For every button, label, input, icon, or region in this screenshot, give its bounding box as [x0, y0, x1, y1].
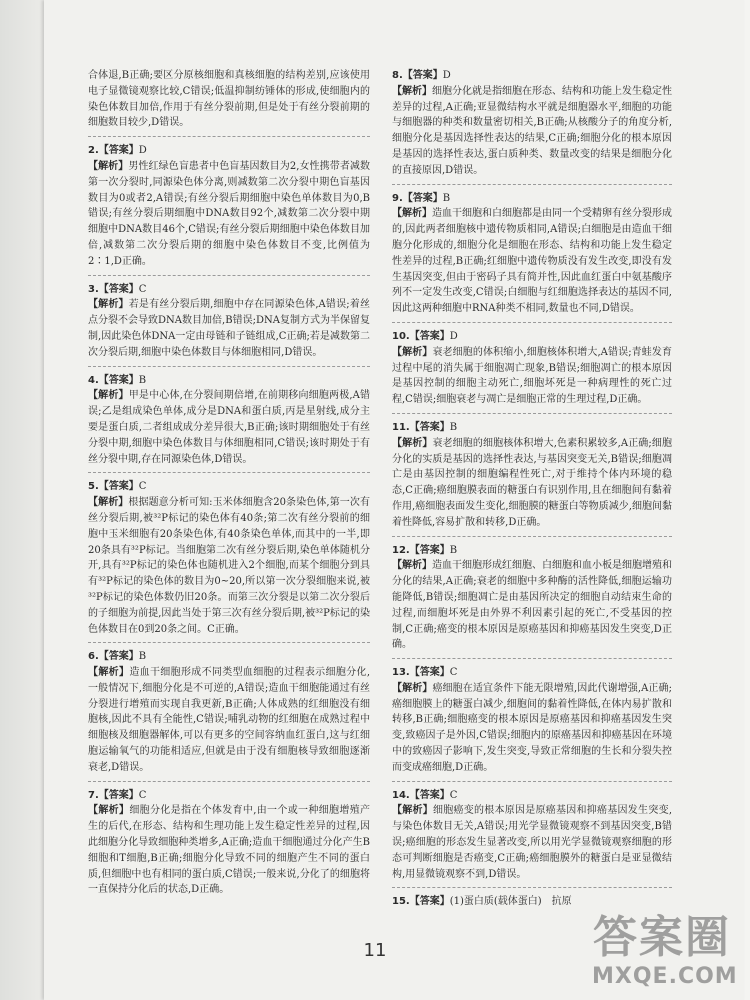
answer-line: 14.【答案】C — [392, 789, 458, 801]
explanation-line: 【解析】细胞分化就是指细胞在形态、结构和功能上发生稳定性差异的过程,A正确;亚显微结构水平就是细胞器水平,细胞的功能与细胞器的种类和数量密切相关,B正确;从核酸分子的角度分析,细胞分化是基因选择性表达的结果,C正确;细胞分化的根本原因是基因的选择性表达,蛋白质种类、数量改变的结果是细胞分化的直接原因,D错误。 — [392, 85, 672, 176]
entry-q5 — [88, 479, 370, 643]
watermark-bottom-text: MXQE.COM — [592, 964, 738, 989]
explanation-line: 【解析】造血干细胞和白细胞都是由同一个受精卵有丝分裂形成的,因此两者细胞核中遗传物质相同,A错误;白细胞是由造血干细胞分化形成的,细胞分化是细胞在形态、结构和功能上发生稳定性差异的过程,B正确;红细胞中遗传物质没有发生改变,即没有发生基因突变,但由于密码子具有简并性,因此血红蛋白中氨基酸序列不一定发生改变,C错误;白细胞与红细胞选择表达的基因不同,因此这两种细胞中RNA种类不相同,数量也不同,D错误。 — [392, 208, 672, 315]
explanation-line: 【解析】造血干细胞形成红细胞、白细胞和血小板是细胞增殖和分化的结果,A正确;衰老的细胞中多种酶的活性降低,细胞运输功能降低,B错误;细胞凋亡是由基因所决定的细胞自动结束生命的过程,而细胞坏死是由外界不利因素引起的死亡,不受基因的控制,C正确;癌变的根本原因是原癌基因和抑癌基因发生突变,D正确。 — [392, 560, 672, 651]
answer-line: 6.【答案】B — [88, 651, 147, 663]
explanation-line: 【解析】甲是中心体,在分裂间期倍增,在前期移向细胞两极,A错误;乙是组成染色单体,成分是DNA和蛋白质,丙是星射线,成分主要是蛋白质,二者组成成分差异很大,B正确;该时期细胞处于有丝分裂中期,细胞中染色体数目与体细胞相同,C错误;该时期处于有丝分裂中期,存在同源染色体,D错误。 — [88, 390, 370, 465]
explanation-text: 合体退,B正确;要区分原核细胞和真核细胞的结构差别,应该使用电子显微镜观察比较,C错误;低温抑制纺锤体的形成,使细胞内的染色体数目加倍,作用于有丝分裂前期,但是处于有丝分裂前期的细胞数目较少,D错误。 — [88, 70, 370, 129]
entry-q13 — [392, 665, 672, 782]
entry-q11 — [392, 420, 672, 537]
entry-q1-tail — [88, 68, 370, 137]
answer-line: 11.【答案】B — [392, 421, 458, 433]
binding-shadow — [0, 0, 44, 1000]
entry-q8 — [392, 68, 672, 185]
entry-q12 — [392, 543, 672, 660]
answer-line: 4.【答案】B — [88, 374, 147, 386]
answer-line: 3.【答案】C — [88, 283, 147, 295]
entry-q4 — [88, 373, 370, 474]
entry-q6 — [88, 649, 370, 781]
watermark-logo — [592, 912, 738, 990]
answer-line: 13.【答案】C — [392, 667, 458, 679]
entry-q7 — [88, 788, 370, 904]
answer-line: 12.【答案】B — [392, 544, 458, 556]
explanation-line: 【解析】衰老细胞的细胞核体积增大,色素积累较多,A正确;细胞分化的实质是基因的选择性表达,与基因突变无关,B错误;细胞凋亡是由基因控制的细胞编程性死亡,对于维持个体内环境的稳态,C正确;癌细胞膜表面的糖蛋白有识别作用,且在细胞间有黏着作用,癌细胞表面发生变化,细胞膜的糖蛋白等物质减少,细胞间黏着性降低,容易扩散和转移,D正确。 — [392, 437, 672, 528]
answer-line: 10.【答案】D — [392, 330, 458, 342]
answer-line: 5.【答案】C — [88, 481, 147, 493]
explanation-line: 【解析】癌细胞在适宜条件下能无限增殖,因此代谢增强,A正确;癌细胞膜上的糖蛋白减少,细胞间的黏着性降低,在体内易扩散和转移,B正确;细胞癌变的根本原因是原癌基因和抑癌基因发生突变,致癌因子是外因,C错误;细胞内的原癌基因和抑癌基因在环境中的致癌因子影响下,发生突变,导致正常细胞的生长和分裂失控而变成癌细胞,D正确。 — [392, 682, 672, 773]
entry-q9 — [392, 191, 672, 323]
answer-line: 2.【答案】D — [88, 145, 147, 157]
entry-q10 — [392, 329, 672, 414]
page-number: 11 — [363, 940, 387, 961]
explanation-line: 【解析】造血干细胞形成不同类型血细胞的过程表示细胞分化,一般情况下,细胞分化是不可逆的,A错误;造血干细胞能通过有丝分裂进行增殖而实现自我更新,B正确;人体成熟的红细胞没有细胞核,因此不具有全能性,C错误;哺乳动物的红细胞在成熟过程中细胞核及细胞器解体,可以有更多的空间容纳血红蛋白,这与红细胞运输氧气的功能相适应,但就是由于没有细胞核导致细胞逐渐衰老,D错误。 — [88, 667, 370, 773]
watermark-top-text: 答案圈 — [593, 912, 731, 963]
explanation-line: 【解析】细胞分化是指在个体发育中,由一个或一种细胞增殖产生的后代,在形态、结构和生理功能上发生稳定性差异的过程,因此细胞分化导致细胞种类增多,A正确;造血干细胞通过分化产生B细胞和T细胞,B正确;细胞分化导致不同的细胞产生不同的蛋白质,但细胞中也有相同的蛋白质,C错误;一般来说,分化了的细胞将一直保持分化后的状态,D正确。 — [88, 805, 370, 896]
answer-line: 15.【答案】(1)蛋白质(载体蛋白) 抗原 — [392, 896, 572, 908]
answer-line: 9.【答案】B — [392, 192, 451, 204]
explanation-line: 【解析】衰老细胞的体积缩小,细胞核体积增大,A错误;青蛙发育过程中尾的消失属于细胞凋亡现象,B错误;细胞凋亡的根本原因是基因控制的细胞主动死亡,细胞坏死是一种病理性的死亡过程,C错误;细胞衰老与凋亡是细胞正常的生理过程,D正确。 — [392, 346, 672, 406]
right-column — [392, 68, 672, 921]
answer-line: 7.【答案】C — [88, 789, 147, 801]
explanation-line: 【解析】细胞癌变的根本原因是原癌基因和抑癌基因发生突变,与染色体数目无关,A错误;用光学显微镜观察不到基因突变,B错误;癌细胞的形态发生显著改变,所以用光学显微镜观察细胞的形态可判断细胞是否癌变,C正确;癌细胞膜外的糖蛋白是亚显微结构,用显微镜观察不到,D错误。 — [392, 805, 672, 880]
explanation-line: 【解析】男性红绿色盲患者中色盲基因数目为2,女性携带者减数第一次分裂时,同源染色体分离,则减数第二次分裂中期色盲基因数目为0或者2,A错误;有丝分裂后期细胞中染色单体数目为0,B错误;有丝分裂后期细胞中DNA数目92个,减数第二次分裂中期细胞中DNA数目46个,C错误;有丝分裂后期细胞中染色体数目加倍,减数第二次分裂后期的细胞中染色体数目不变,比例值为2∶1,D正确。 — [88, 160, 371, 267]
explanation-line: 【解析】若是有丝分裂后期,细胞中存在同源染色体,A错误;着丝点分裂不会导致DNA数目加倍,B错误;DNA复制方式为半保留复制,因此染色体DNA一定由母链和子链组成,C正确;若是减数第二次分裂后期,细胞中染色体数目与体细胞相同,D错误。 — [88, 299, 371, 358]
entry-q14 — [392, 788, 672, 889]
entry-q2 — [88, 143, 370, 275]
explanation-line: 【解析】根据题意分析可知:玉米体细胞含20条染色体,第一次有丝分裂后期,被³²P标记的染色体有40条;第二次有丝分裂前的细胞中玉米细胞有20条染色体,有40条染色单体,而其中的一半,即20条具有³²P标记。当细胞第二次有丝分裂后期,染色单体随机分开,具有³²P标记的染色体也随机进入2个细胞,而某个细胞分到具有³²P标记的染色体的数目为0~20,所以第一次分裂细胞来说,被³²P标记的染色体数仍旧20条。而第三次分裂是以第二次分裂后的子细胞为前提,因此当处于第三次有丝分裂后期,被³²P标记的染色体数目在0到20条之间。C正确。 — [88, 497, 370, 635]
answer-line: 8.【答案】D — [392, 70, 451, 81]
left-column — [88, 68, 370, 909]
entry-q3 — [88, 282, 370, 367]
